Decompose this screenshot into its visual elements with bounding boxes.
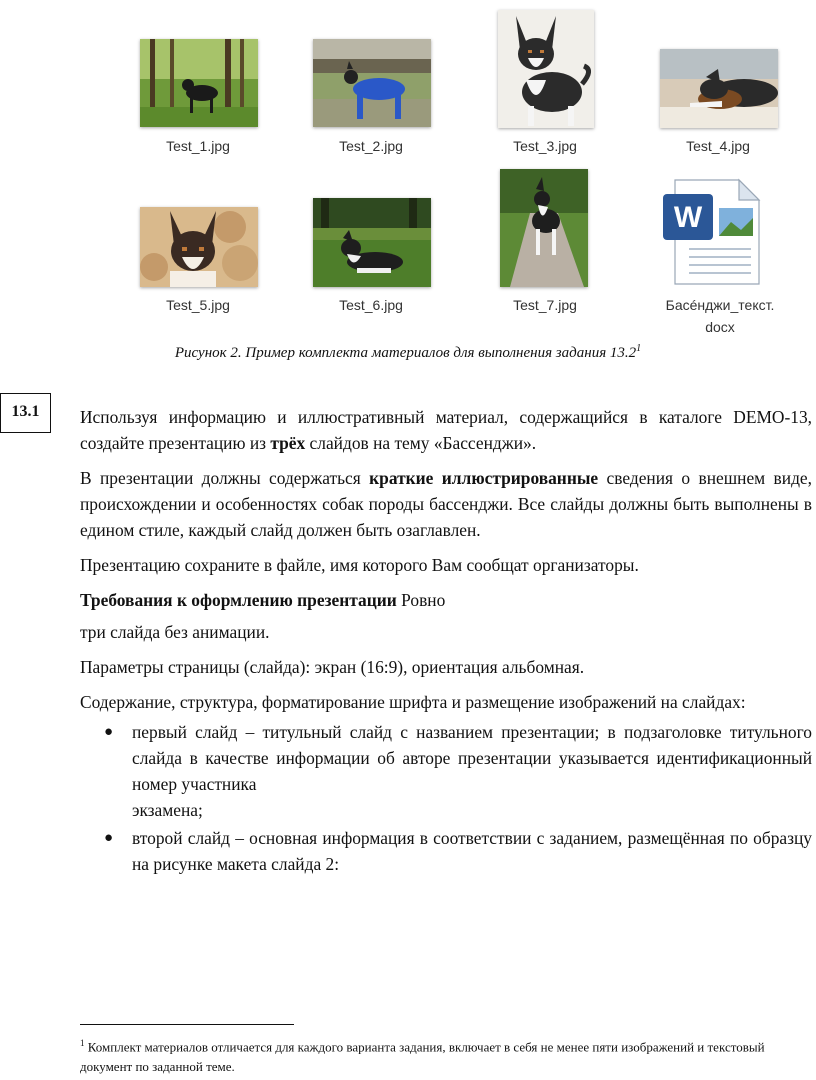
photo-dog-blue-suit-icon xyxy=(313,39,431,127)
photo-dog-path-icon xyxy=(500,169,588,287)
text-run: слайдов на тему «Бассенджи». xyxy=(305,433,537,453)
task-body xyxy=(80,404,812,879)
footnote-mark: 1 xyxy=(80,1038,85,1048)
text-run: В презентации должны содержаться xyxy=(80,468,370,488)
paragraph xyxy=(80,587,812,613)
file-name: Test_5.jpg xyxy=(166,297,230,313)
file-name: Test_3.jpg xyxy=(513,138,577,154)
bold-run: трёх xyxy=(270,433,306,453)
photo-dog-pillow-icon xyxy=(140,207,258,287)
list-item xyxy=(104,825,812,877)
file-name: Test_7.jpg xyxy=(513,297,577,313)
caption-text: Рисунок 2. Пример комплекта материалов для выполнения задания 13.2 xyxy=(174,345,637,361)
bold-run: Требования к оформлению презентации xyxy=(80,590,397,610)
file-name: Test_6.jpg xyxy=(339,297,403,313)
file-name: Басéнджи_текст. xyxy=(665,297,775,313)
bullet-icon: ● xyxy=(104,724,114,740)
file-grid xyxy=(0,0,816,340)
photo-dog-lying-icon xyxy=(660,49,778,128)
figure-caption xyxy=(0,343,816,362)
task-number: 13.1 xyxy=(0,393,51,433)
paragraph: Параметры страницы (слайда): экран (16:9), ориентация альбомная. xyxy=(80,657,585,677)
photo-dog-forest-icon xyxy=(140,39,258,127)
paragraph: Содержание, структура, форматирование шрифта и размещение изображений на слайдах: xyxy=(80,692,746,712)
bullet-icon: ● xyxy=(104,830,114,846)
text-run: Используя информацию и иллюстративный материал, содержащийся в каталоге DEMO-13, создайте презентацию из xyxy=(80,407,812,453)
footnote-divider xyxy=(80,1024,294,1025)
list-item-text: первый слайд – титульный слайд с названием презентации; в подзаголовке титульного слайда в качестве информации об авторе презентации указывается идентификационный номер участника xyxy=(132,722,812,794)
requirements-list xyxy=(80,719,812,877)
file-name: Test_4.jpg xyxy=(686,138,750,154)
paragraph xyxy=(80,404,812,456)
text-run: Ровно xyxy=(396,590,446,610)
list-item-text: экзамена; xyxy=(132,800,203,820)
file-name-extension: docx xyxy=(705,319,735,335)
photo-dog-grass-icon xyxy=(313,198,431,287)
list-item xyxy=(104,719,812,823)
text-run: сведения о внешнем виде, происхождении и особенностях собак породы бассенджи. Все слайды должны быть выполнены в едином стиле, каждый слайд должен быть озаглавлен. xyxy=(80,468,812,540)
file-name: Test_2.jpg xyxy=(339,138,403,154)
svg-text:W: W xyxy=(673,201,703,234)
bold-run: краткие иллюстрированные xyxy=(369,468,599,488)
file-name: Test_1.jpg xyxy=(166,138,230,154)
caption-footnote-mark: 1 xyxy=(636,343,642,354)
paragraph: три слайда без анимации. xyxy=(80,622,270,642)
footnote xyxy=(80,1033,805,1077)
footnote-text: Комплект материалов отличается для каждого варианта задания, включает в себя не менее пяти изображений и текстовый документ по заданной теме. xyxy=(80,1039,765,1075)
photo-dog-portrait-icon xyxy=(498,10,594,128)
word-document-icon xyxy=(661,176,765,288)
paragraph xyxy=(80,465,812,543)
list-item-text: второй слайд – основная информация в соответствии с заданием, размещённая по образцу на рисунке макета слайда 2: xyxy=(132,828,812,874)
paragraph: Презентацию сохраните в файле, имя которого Вам сообщат организаторы. xyxy=(80,555,639,575)
